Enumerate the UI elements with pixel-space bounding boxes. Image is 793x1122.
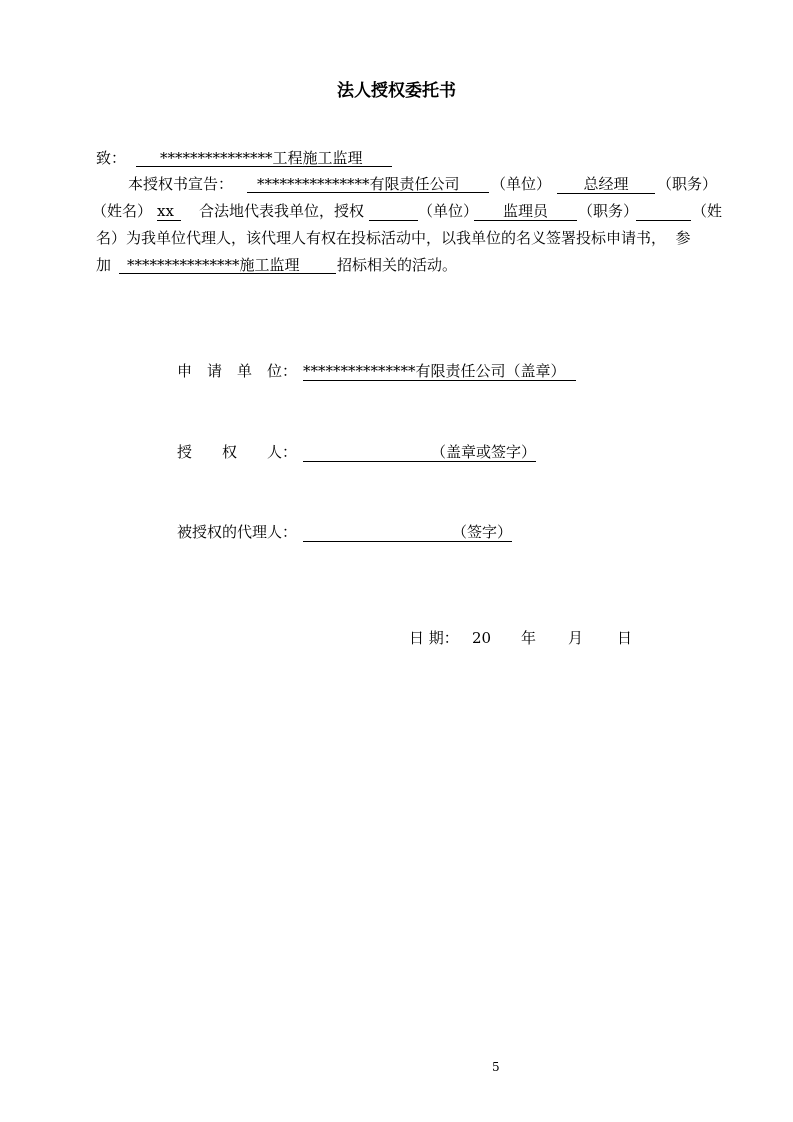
applicant-label: 申 请 单 位：: [177, 362, 298, 380]
agent-position-field: 监理员: [474, 200, 577, 221]
date-label: 日 期：: [409, 629, 459, 647]
name-label: （姓名）: [92, 202, 153, 220]
position-field: 总经理: [557, 173, 655, 194]
date-year-prefix: 20: [472, 629, 492, 647]
authorizer-label: 授 权 人：: [177, 443, 298, 461]
position-label-2: （职务）: [578, 202, 639, 220]
agent-label: 被授权的代理人：: [177, 523, 298, 541]
name-field: xx: [157, 200, 181, 221]
declare-label: 本授权书宣告：: [128, 175, 234, 193]
year-label: 年: [521, 629, 537, 647]
page-number: 5: [492, 1060, 500, 1074]
body-text: 名）为我单位代理人，该代理人有权在投标活动中，以我单位的名义签署投标申请书， 参: [96, 229, 691, 247]
addressee-field: ***************工程施工监理: [136, 147, 392, 167]
day-label: 日: [617, 629, 633, 647]
authorizer-field: （盖章或签字）: [303, 441, 536, 462]
represent-text: 合法地代表我单位，授权: [199, 202, 365, 220]
end-text: 招标相关的活动。: [337, 256, 458, 274]
company-field: ***************有限责任公司: [247, 173, 489, 193]
unit-label-2: （单位）: [418, 202, 479, 220]
agent-unit-field: [369, 200, 418, 221]
document-title: 法人授权委托书: [337, 81, 456, 101]
join-label: 加: [96, 256, 112, 274]
unit-label: （单位）: [491, 175, 552, 193]
position-label: （职务）: [657, 175, 718, 193]
agent-name-field: [636, 200, 691, 221]
to-label: 致：: [96, 149, 127, 167]
name-label-start: （姓: [692, 202, 723, 220]
applicant-field: ***************有限责任公司（盖章）: [303, 360, 576, 381]
month-label: 月: [568, 629, 584, 647]
project-field: ***************施工监理: [119, 254, 336, 274]
agent-field: （签字）: [303, 521, 512, 542]
